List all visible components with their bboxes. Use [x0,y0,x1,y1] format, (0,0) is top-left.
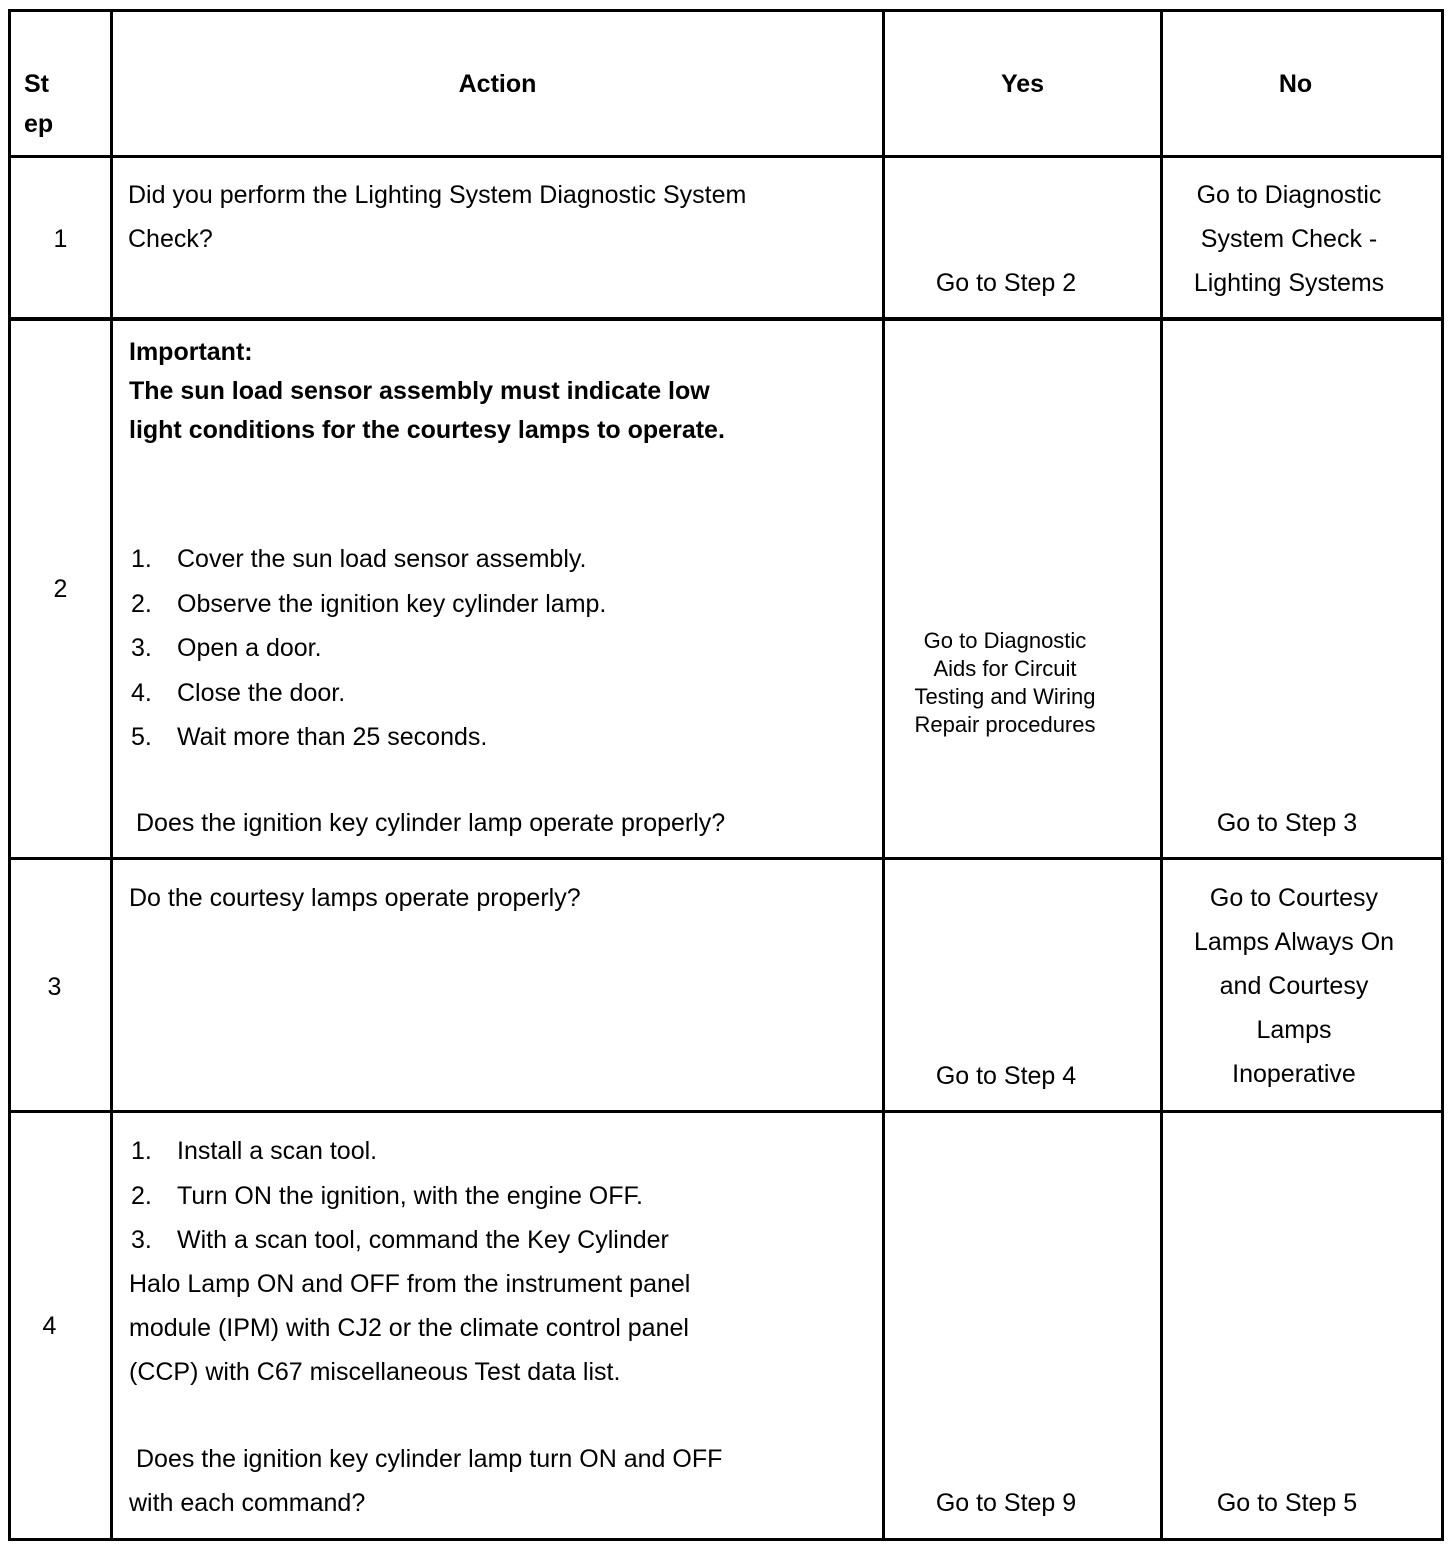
column-divider [882,9,885,1541]
action-text: Did you perform the Lighting System Diagnostic System Check? [128,181,747,253]
header-action: Action [458,70,537,98]
row-divider [8,317,1444,321]
yes-action: Go to Step 9 [935,1489,1077,1517]
step-number: 3 [47,973,62,1001]
list-item: 1. Cover the sun load sensor assembly. [131,545,587,573]
no-action: Go to Diagnostic System Check - Lighting Systems [1193,181,1385,297]
important-note: Important: The sun load sensor assembly must indicate low light conditions for the courtesy lamps to operate. [129,338,725,444]
header-yes: Yes [1000,70,1045,98]
question-text: Does the ignition key cylinder lamp turn ON and OFF with each command? [129,1445,723,1517]
instruction-list [131,537,606,760]
row-divider [8,1110,1444,1113]
list-item: 5. Wait more than 25 seconds. [131,723,488,751]
row-divider [8,155,1444,158]
no-action: Go to Courtesy Lamps Always On and Courtesy Lamps Inoperative [1193,884,1395,1088]
no-action: Go to Step 3 [1216,809,1358,837]
yes-action: Go to Step 4 [935,1062,1077,1090]
list-item: 2. Turn ON the ignition, with the engine OFF. [131,1181,643,1210]
header-step: St ep [24,70,54,138]
list-item: 4. Close the door. [131,678,346,707]
instruction-list [131,1129,669,1263]
step-number: 2 [53,575,68,603]
instruction-continuation: Halo Lamp ON and OFF from the instrument panel module (IPM) with CJ2 or the climate control panel (CCP) with C67 miscellaneous Test data list. [129,1270,691,1386]
row-divider [8,857,1444,860]
action-text: Do the courtesy lamps operate properly? [129,884,581,912]
column-divider [110,9,113,1541]
step-number: 4 [42,1312,57,1340]
list-item: 2. Observe the ignition key cylinder lamp. [131,589,607,618]
step-number: 1 [53,225,68,253]
list-item: 1. Install a scan tool. [131,1137,378,1165]
list-item: 3. Open a door. [131,634,322,662]
no-action: Go to Step 5 [1216,1489,1358,1517]
list-item: 3. With a scan tool, command the Key Cylinder [131,1226,669,1254]
yes-action: Go to Step 2 [935,269,1077,297]
yes-action: Go to Diagnostic Aids for Circuit Testing and Wiring Repair procedures [914,628,1096,737]
header-no: No [1278,70,1313,98]
question-text: Does the ignition key cylinder lamp operate properly? [136,809,726,837]
